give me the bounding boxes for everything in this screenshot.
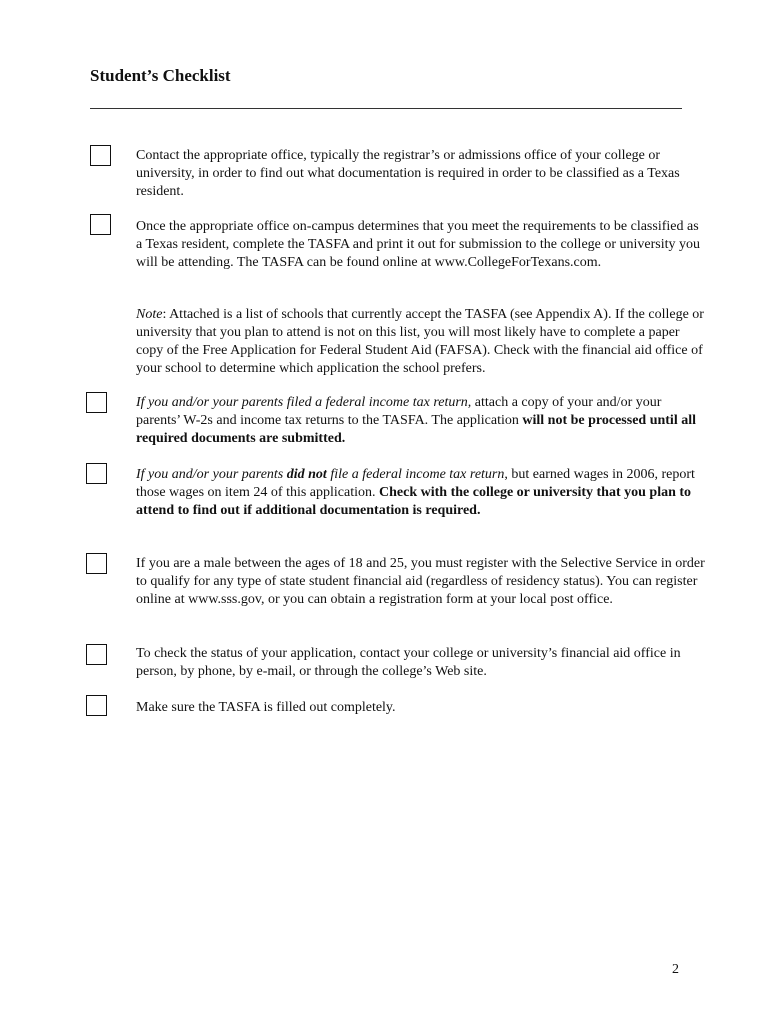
page-title: Student’s Checklist	[90, 66, 231, 85]
note-label: Note	[136, 307, 163, 322]
checklist-checkbox-1[interactable]	[90, 145, 111, 166]
page-number: 2	[672, 962, 679, 977]
checklist-checkbox-6[interactable]	[86, 644, 107, 665]
item-3-bold: will not be processed until all required documents are submitted.	[136, 413, 696, 446]
checklist-item-2-text: Once the appropriate office on-campus determines that you meet the requirements to be classified as a Texas resident, complete the TASFA and print it out for submission to the college or university you will be attending. The TASFA can be found online at www.CollegeForTexans.com.	[136, 219, 701, 270]
item-4-plain: , but earned wages in 2006, report those wages on item 24 of this application.	[136, 467, 695, 500]
checklist-checkbox-4[interactable]	[86, 463, 107, 484]
checklist-item-2-note	[136, 306, 708, 378]
note-text: : Attached is a list of schools that currently accept the TASFA (see Appendix A). If the college or university that you plan to attend is not on this list, you will most likely have to complete a paper copy of the Free Application for Federal Student Aid (FAFSA). Check with the financial aid office of your school to determine which application the school prefers.	[136, 307, 704, 376]
item-4-bold: Check with the college or university that you plan to attend to find out if additional documentation is required.	[136, 485, 692, 518]
checklist-item-3-text	[136, 394, 708, 448]
checklist-item-7-text: Make sure the TASFA is filled out completely.	[136, 700, 396, 715]
item-3-plain: attach a copy of your and/or your parents’ W-2s and income tax returns to the TASFA. The application	[136, 395, 662, 428]
item-4-italic-a: If you and/or your parents	[136, 467, 287, 482]
checklist-item-1-text: Contact the appropriate office, typically the registrar’s or admissions office of your college or university, in order to find out what documentation is required in order to be classified as a Texas resident.	[136, 148, 680, 199]
checklist-checkbox-3[interactable]	[86, 392, 107, 413]
item-4-bold-italic: did not	[286, 467, 327, 482]
item-3-italic: If you and/or your parents filed a federal income tax return,	[136, 395, 472, 410]
checklist-checkbox-7[interactable]	[86, 695, 107, 716]
title-divider	[90, 108, 682, 109]
checklist-item-6-text: To check the status of your application, contact your college or university’s financial aid office in person, by phone, by e-mail, or through the college’s Web site.	[136, 646, 681, 679]
checklist-checkbox-5[interactable]	[86, 553, 107, 574]
item-4-italic-b: file a federal income tax return	[326, 467, 505, 482]
checklist-item-4-text	[136, 466, 708, 520]
checklist-checkbox-2[interactable]	[90, 214, 111, 235]
checklist-item-5-text: If you are a male between the ages of 18 and 25, you must register with the Selective Service in order to qualify for any type of state student financial aid (regardless of residency status). You can register online at www.sss.gov, or you can obtain a registration form at your local post office.	[136, 556, 705, 607]
